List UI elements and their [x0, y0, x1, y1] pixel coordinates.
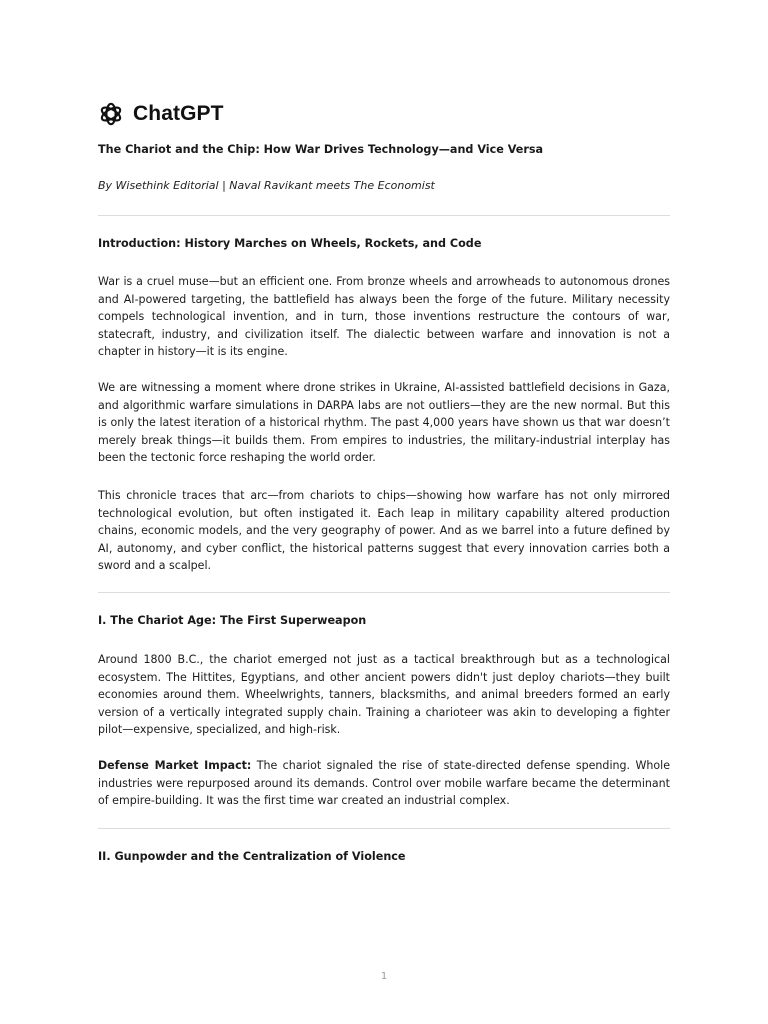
- byline: By Wisethink Editorial | Naval Ravikant meets The Economist: [98, 179, 435, 192]
- impact-text: The chariot signaled the rise of state-directed defense spending. Whole industries were repurposed around its demands. Control over mobile warfare became the determinant of empire-building. It was the first time war created an industrial complex.: [98, 759, 670, 807]
- intro-paragraph-3: This chronicle traces that arc—from chariots to chips—showing how warfare has not only mirrored technological evolution, but often instigated it. Each leap in military capability altered production chains, economic models, and the very geography of power. And as we barrel into a future defined by AI, autonomy, and cyber conflict, the historical patterns suggest that every innovation carries both a sword and a scalpel.: [98, 489, 670, 572]
- divider: [98, 215, 670, 216]
- document-title: The Chariot and the Chip: How War Drives Technology—and Vice Versa: [98, 143, 544, 156]
- divider: [98, 592, 670, 593]
- page-number: 1: [380, 971, 388, 982]
- brand-header: [98, 100, 224, 128]
- introduction-heading: Introduction: History Marches on Wheels, Rockets, and Code: [98, 237, 482, 250]
- section-1-heading: I. The Chariot Age: The First Superweapon: [98, 614, 367, 627]
- openai-knot-icon: [98, 101, 124, 127]
- section-1-paragraph: Around 1800 B.C., the chariot emerged not just as a tactical breakthrough but as a technological ecosystem. The Hittites, Egyptians, and other ancient powers didn't just deploy chariots—they built economies around them. Wheelwrights, tanners, blacksmiths, and animal breeders formed an early version of a vertically integrated supply chain. Training a charioteer was akin to developing a fighter pilot—expensive, specialized, and high-risk.: [98, 653, 670, 736]
- divider: [98, 828, 670, 829]
- intro-paragraph-1: War is a cruel muse—but an efficient one. From bronze wheels and arrowheads to autonomous drones and AI-powered targeting, the battlefield has always been the forge of the future. Military necessity compels technological invention, and in turn, those inventions restructure the contours of war, statecraft, industry, and civilization itself. The dialectic between warfare and innovation is not a chapter in history—it is its engine.: [98, 275, 670, 358]
- brand-name: ChatGPT: [133, 102, 224, 125]
- impact-label: Defense Market Impact:: [98, 759, 252, 772]
- defense-market-impact-paragraph: [98, 757, 670, 810]
- intro-paragraph-2: We are witnessing a moment where drone strikes in Ukraine, AI-assisted battlefield decisions in Gaza, and algorithmic warfare simulations in DARPA labs are not outliers—they are the new normal. But this is only the latest iteration of a historical rhythm. The past 4,000 years have shown us that war doesn’t merely break things—it builds them. From empires to industries, the military-industrial interplay has been the tectonic force reshaping the world order.: [98, 381, 670, 464]
- section-2-heading: II. Gunpowder and the Centralization of Violence: [98, 850, 406, 863]
